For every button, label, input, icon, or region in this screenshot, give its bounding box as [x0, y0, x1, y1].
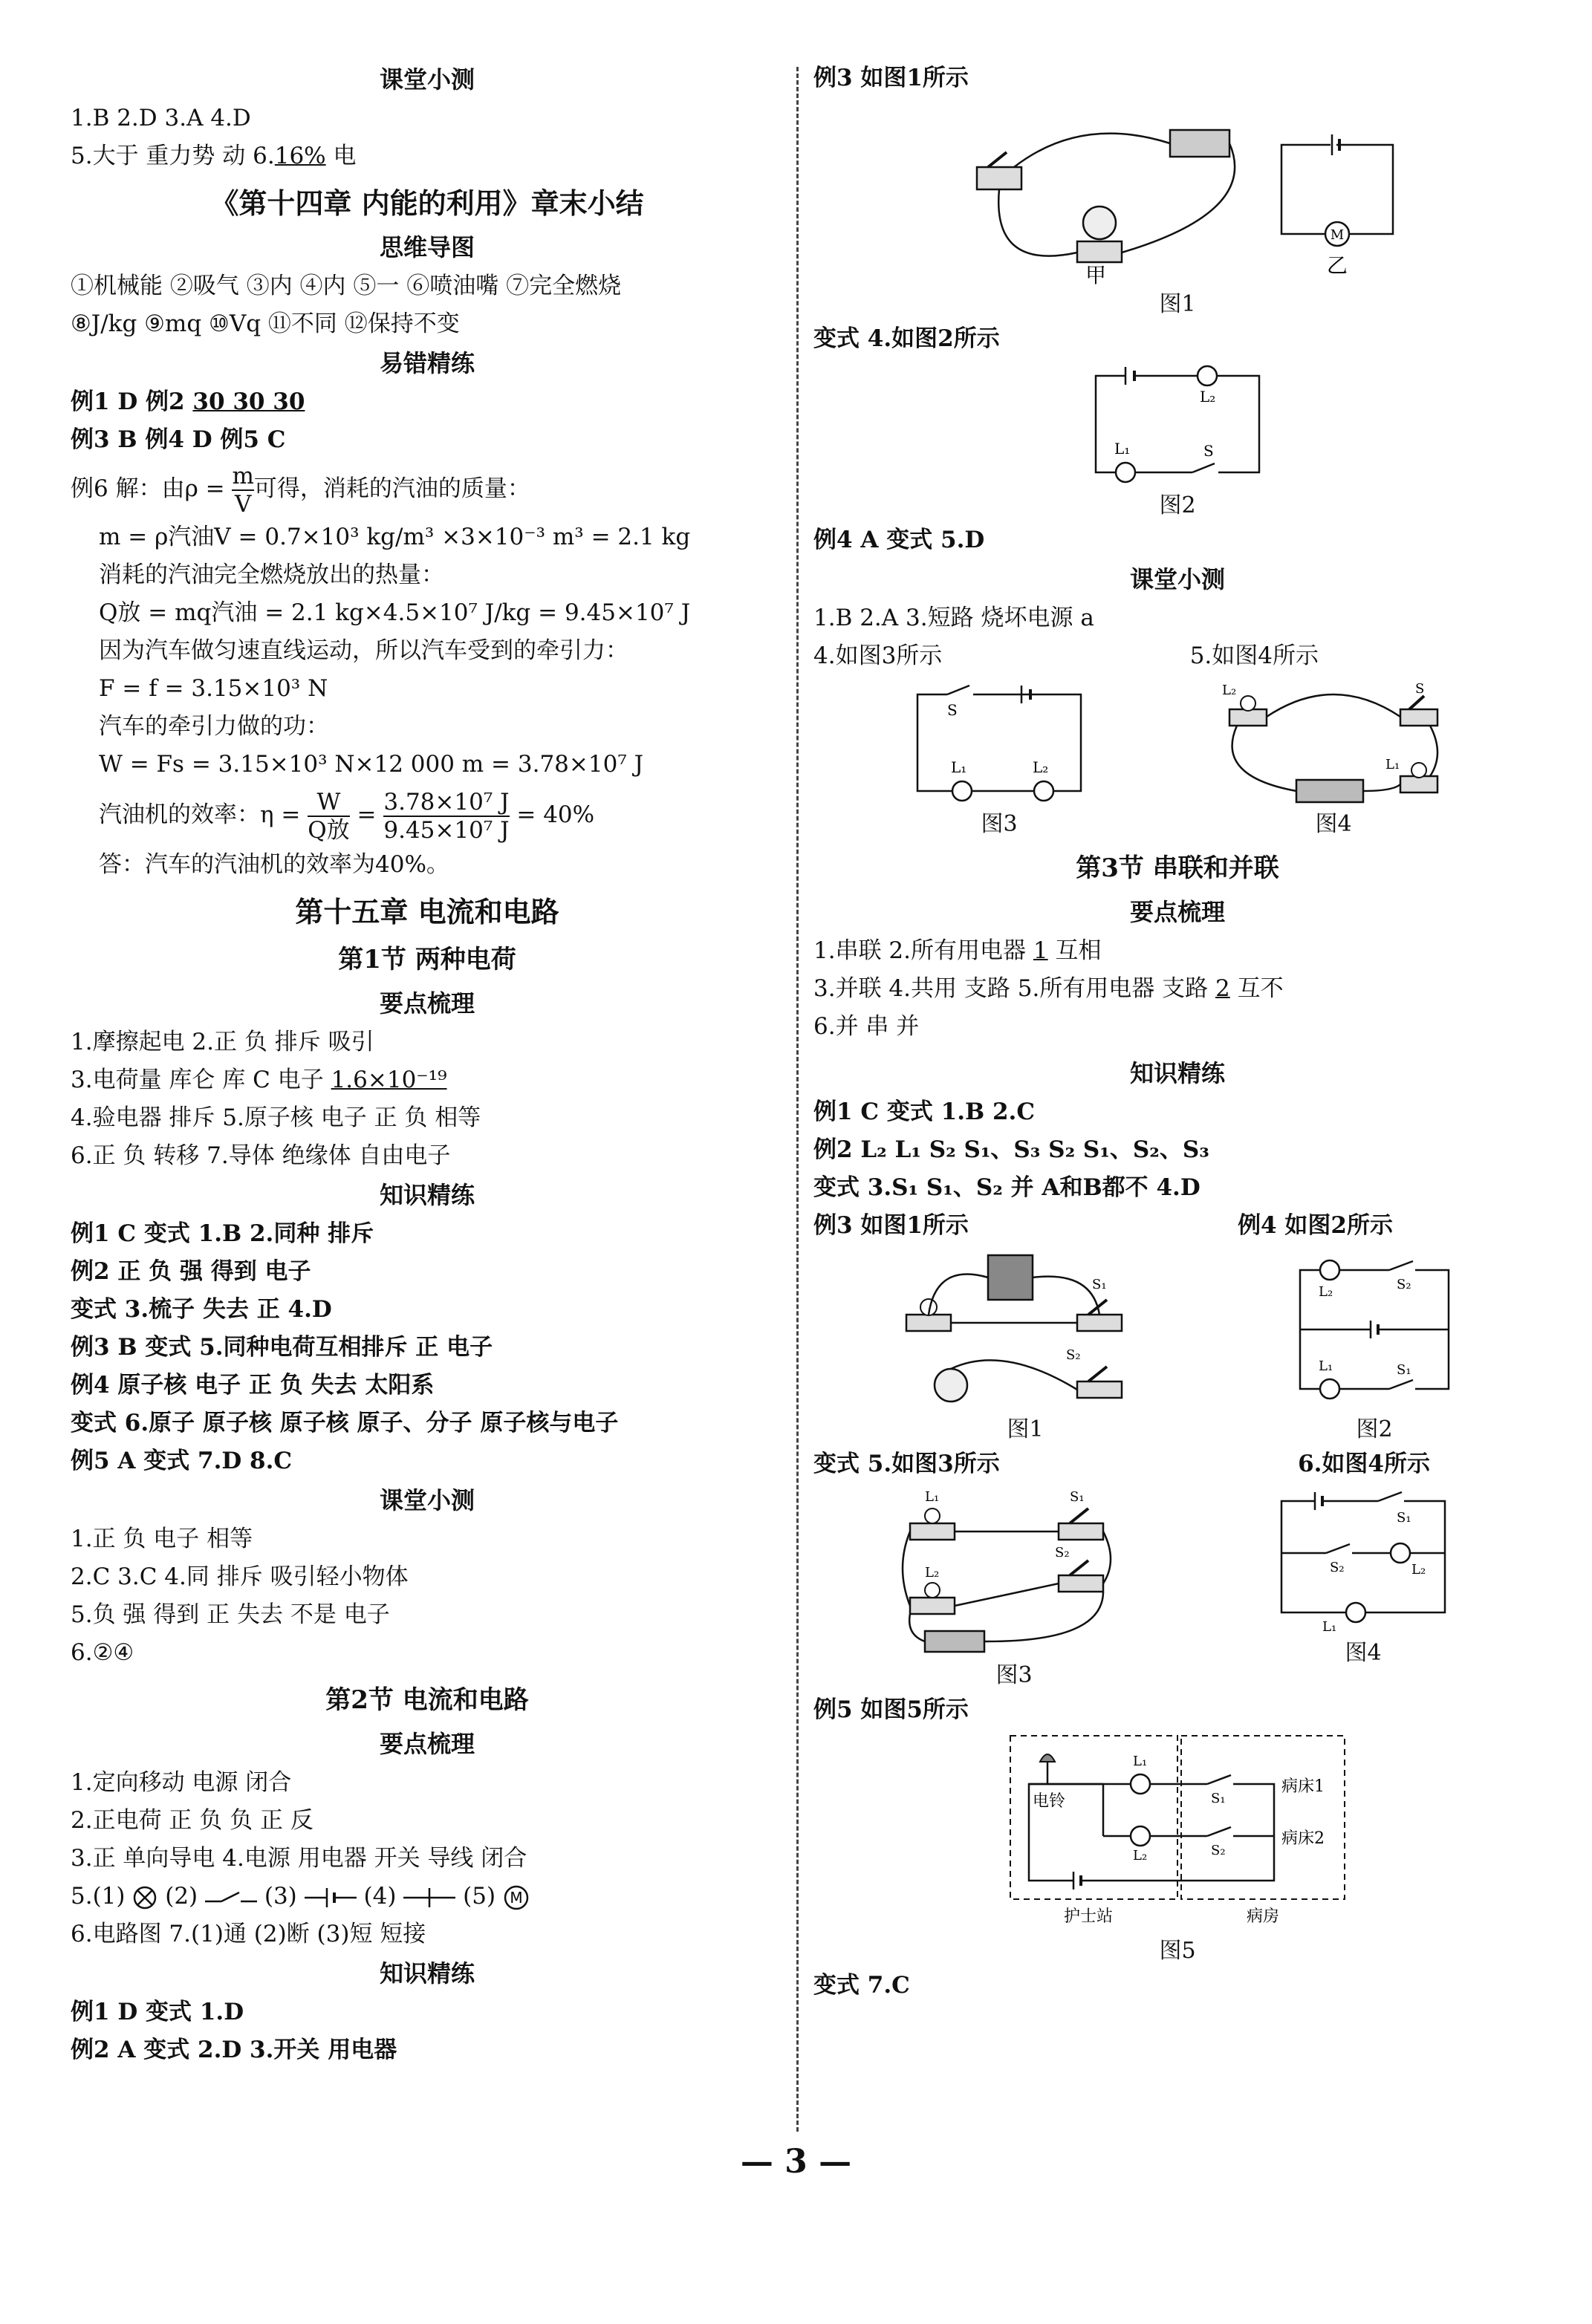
svg-text:S: S — [1203, 442, 1214, 460]
fraction: $\frac{\text{3.78×10⁷ J}}{\text{9.45×10⁷ J}}$ — [383, 788, 510, 844]
svg-text:M: M — [510, 1888, 523, 1907]
figure-4-circuit-drawing — [1215, 680, 1452, 806]
answer-line: 例2 L₂ L₁ S₂ S₁、S₃ S₂ S₁、S₂、S₃ — [813, 1136, 1209, 1163]
answer-line: 例1 C 变式 1.B 2.C — [813, 1098, 1036, 1125]
answer-line: 例2 A 变式 2.D 3.开关 用电器 — [71, 2037, 397, 2063]
svg-text:L₁: L₁ — [951, 758, 967, 776]
fig5-ward-label: 病房 — [1246, 1907, 1280, 1926]
svg-text:S: S — [1415, 681, 1425, 697]
answer-line: 1.正 负 电子 相等 — [71, 1526, 253, 1552]
fig5-bell-label: 电铃 — [1033, 1792, 1066, 1811]
efficiency-line: 汽油机的效率：η = $\frac{W}{\text{Q放}}$ = $\frac{\text{3.78×10⁷ J}}{\text{9.45×10⁷ J}}$ = 40% — [99, 788, 595, 844]
heading-siwei-daotu: 思维导图 — [379, 233, 475, 261]
svg-text:S₁: S₁ — [1070, 1489, 1085, 1505]
section-2-title: 第2节 电流和电路 — [325, 1685, 529, 1715]
figures-1-2-row — [813, 1245, 1541, 1445]
svg-text:L₁: L₁ — [1133, 1754, 1148, 1769]
answer-conclusion: 答：汽车的汽油机的效率为40%。 — [99, 851, 449, 878]
svg-text:L₁: L₁ — [1319, 1358, 1333, 1374]
fraction: $\frac{W}{\text{Q放}}$ — [308, 788, 350, 844]
answer-line: 例4 A 变式 5.D — [813, 527, 985, 553]
solution-line: 汽车的牵引力做的功： — [99, 713, 329, 740]
fig5-bed2-label: 病床2 — [1281, 1829, 1325, 1848]
figures-3-4b-row — [813, 1483, 1541, 1691]
svg-text:S₂: S₂ — [1066, 1347, 1081, 1363]
switch-symbol-icon — [205, 1887, 257, 1909]
answer-line: 变式 3.梳子 失去 正 4.D — [71, 1296, 332, 1323]
svg-text:L₂: L₂ — [1133, 1848, 1148, 1864]
example-6-line: 例6 解：由ρ = $\frac{m}{V}$ 可得，消耗的汽油的质量： — [71, 462, 530, 518]
svg-text:L₁: L₁ — [925, 1489, 940, 1505]
wire-junction-symbol-icon — [403, 1885, 455, 1910]
figure-caption: 图1 — [1159, 291, 1196, 317]
figure-1-circuit-drawing — [947, 100, 1408, 286]
svg-text:L₂: L₂ — [1200, 388, 1216, 406]
answer-line: 3.正 单向导电 4.电源 用电器 开关 导线 闭合 — [71, 1845, 527, 1872]
heading-zhishi-jinglian: 知识精练 — [379, 1181, 475, 1209]
answer-line: 3.电荷量 库仑 库 C 电子 1.6×10⁻¹⁹ — [71, 1067, 447, 1093]
figure-3-circuit-diagram — [903, 680, 1096, 806]
figure-caption: 图5 — [1159, 1938, 1196, 1964]
figure-caption: 图3 — [995, 1662, 1033, 1688]
figure-5-ward-call-circuit — [1007, 1732, 1348, 1933]
heading-ketang-xiaoce: 课堂小测 — [379, 65, 475, 94]
answer-line: 例1 C 变式 1.B 2.同种 排斥 — [71, 1220, 374, 1247]
answer-line: 1.串联 2.所有用电器 1 互相 — [813, 937, 1102, 964]
solution-line: F = f = 3.15×10³ N — [99, 675, 328, 702]
fig1-label-yi: 乙 — [1326, 253, 1348, 278]
chapter-14-summary-title: 《第十四章 内能的利用》章末小结 — [210, 186, 644, 220]
figure-4-parallel-diagram — [1267, 1486, 1460, 1635]
svg-text:S₂: S₂ — [1211, 1843, 1226, 1858]
section-3-title: 第3节 串联和并联 — [1076, 853, 1279, 883]
answer-line: 3.并联 4.共用 支路 5.所有用电器 支路 2 互不 — [813, 975, 1284, 1002]
answer-line: 4.如图3所示 5.如图4所示 — [813, 642, 1319, 669]
svg-text:S₂: S₂ — [1055, 1545, 1070, 1560]
figure-caption: 图2 — [1159, 492, 1196, 518]
fig5-bed1-label: 病床1 — [1281, 1777, 1325, 1796]
svg-text:S₁: S₁ — [1092, 1277, 1107, 1292]
answer-line: 6.电路图 7.(1)通 (2)断 (3)短 短接 — [71, 1921, 426, 1947]
answer-line: 1.定向移动 电源 闭合 — [71, 1769, 292, 1796]
svg-text:S₁: S₁ — [1211, 1791, 1226, 1806]
answer-line: 例5 A 变式 7.D 8.C — [71, 1448, 293, 1474]
answer-line: 变式 7.C — [813, 1972, 910, 1999]
column-divider — [796, 67, 799, 2132]
left-column — [71, 59, 784, 2069]
answer-line: 5.负 强 得到 正 失去 不是 电子 — [71, 1601, 390, 1628]
svg-text:S₂: S₂ — [1397, 1277, 1411, 1292]
answer-line: 4.验电器 排斥 5.原子核 电子 正 负 相等 — [71, 1104, 481, 1131]
lamp-symbol-icon — [132, 1885, 157, 1910]
figure-2-circuit-diagram — [1081, 361, 1274, 487]
heading-zhishi-jinglian: 知识精练 — [1129, 1059, 1225, 1087]
svg-text:L₂: L₂ — [1033, 758, 1049, 776]
svg-text:L₂: L₂ — [1411, 1562, 1426, 1578]
svg-text:S₂: S₂ — [1330, 1560, 1345, 1575]
answer-line: 2.C 3.C 4.同 排斥 吸引轻小物体 — [71, 1563, 409, 1590]
fig5-station-label: 护士站 — [1063, 1907, 1114, 1926]
figure-caption: 图4 — [1345, 1640, 1382, 1666]
answer-line: 变式 6.原子 原子核 原子核 原子、分子 原子核与电子 — [71, 1410, 619, 1436]
answer-line: 例4 原子核 电子 正 负 失去 太阳系 — [71, 1372, 435, 1399]
fig1-label-jia: 甲 — [1085, 263, 1107, 286]
answer-line: 1.B 2.D 3.A 4.D — [71, 105, 251, 131]
answer-line: 例5 如图5所示 — [813, 1696, 969, 1723]
answer-line: 例1 D 例2 30 30 30 — [71, 388, 305, 415]
figure-caption: 图1 — [1007, 1416, 1044, 1442]
svg-text:S: S — [947, 701, 958, 719]
answer-line: 6.正 负 转移 7.导体 绝缘体 自由电子 — [71, 1142, 451, 1169]
answer-line: 6.②④ — [71, 1639, 134, 1666]
figure-2-parallel-diagram — [1285, 1248, 1463, 1411]
answer-line: 变式 3.S₁ S₁、S₂ 并 A和B都不 4.D — [813, 1174, 1201, 1201]
svg-text:L₂: L₂ — [1222, 683, 1237, 698]
svg-text:L₁: L₁ — [1322, 1619, 1337, 1635]
page-number: — 3 — — [740, 2143, 852, 2181]
answer-line: ①机械能 ②吸气 ③内 ④内 ⑤一 ⑥喷油嘴 ⑦完全燃烧 — [71, 273, 622, 299]
svg-text:S₁: S₁ — [1397, 1510, 1411, 1526]
svg-text:L₂: L₂ — [925, 1565, 940, 1581]
svg-text:L₁: L₁ — [1114, 440, 1131, 458]
answer-line: 例3 B 变式 5.同种电荷互相排斥 正 电子 — [71, 1334, 493, 1361]
heading-yaodian-shuli: 要点梳理 — [379, 1730, 475, 1758]
figure-1-parallel-drawing — [891, 1248, 1159, 1411]
answer-line: 例2 正 负 强 得到 电子 — [71, 1258, 311, 1285]
heading-yaodian-shuli: 要点梳理 — [1129, 898, 1225, 926]
answer-line: 例1 D 变式 1.D — [71, 1999, 244, 2025]
answer-line: 5.大于 重力势 动 6.16% 电 — [71, 143, 357, 169]
answer-line: ⑧J/kg ⑨mq ⑩Vq ⑪不同 ⑫保持不变 — [71, 310, 460, 337]
solution-line: m = ρ汽油V = 0.7×10³ kg/m³ ×3×10⁻³ m³ = 2.1 kg — [99, 524, 691, 550]
fraction: $\frac{m}{V}$ — [232, 462, 254, 518]
svg-text:M: M — [1330, 227, 1345, 243]
answer-line: 变式 4.如图2所示 — [813, 325, 1000, 352]
heading-zhishi-jinglian: 知识精练 — [379, 1959, 475, 1988]
answer-line: 变式 5.如图3所示 6.如图4所示 — [813, 1451, 1430, 1477]
circuit-symbols-line: 5.(1) (2) (3) (4) (5) M — [71, 1878, 784, 1915]
heading-yaodian-shuli: 要点梳理 — [379, 989, 475, 1018]
answer-line: 例3 如图1所示 例4 如图2所示 — [813, 1212, 1393, 1239]
svg-text:L₂: L₂ — [1319, 1284, 1333, 1300]
chapter-15-title: 第十五章 电流和电路 — [295, 895, 559, 928]
answer-line: 1.B 2.A 3.短路 烧坏电源 a — [813, 605, 1094, 631]
figure-caption: 图3 — [981, 811, 1018, 837]
figure-3-parallel-drawing — [895, 1486, 1133, 1657]
answer-line: 例3 如图1所示 — [813, 65, 969, 91]
svg-text:L₁: L₁ — [1385, 757, 1400, 772]
answer-line: 2.正电荷 正 负 负 正 反 — [71, 1807, 313, 1834]
answer-line: 例3 B 例4 D 例5 C — [71, 426, 286, 453]
right-column — [813, 59, 1541, 2005]
heading-ketang-xiaoce: 课堂小测 — [1129, 565, 1225, 593]
battery-symbol-icon — [305, 1885, 357, 1910]
answer-line: 1.摩擦起电 2.正 负 排斥 吸引 — [71, 1029, 374, 1055]
answer-line: 6.并 串 并 — [813, 1013, 920, 1040]
heading-ketang-xiaoce: 课堂小测 — [379, 1486, 475, 1514]
section-1-title: 第1节 两种电荷 — [338, 945, 516, 974]
heading-yicuo-jinglian: 易错精练 — [379, 349, 475, 377]
svg-text:S₁: S₁ — [1397, 1362, 1411, 1378]
solution-line: W = Fs = 3.15×10³ N×12 000 m = 3.78×10⁷ J — [99, 751, 644, 778]
solution-line: Q放 = mq汽油 = 2.1 kg×4.5×10⁷ J/kg = 9.45×10⁷ J — [99, 599, 691, 626]
solution-line: 因为汽车做匀速直线运动，所以汽车受到的牵引力： — [99, 637, 628, 664]
figures-3-4-row — [813, 675, 1541, 840]
motor-symbol-icon — [503, 1884, 530, 1911]
figure-caption: 图4 — [1315, 811, 1352, 837]
solution-line: 消耗的汽油完全燃烧放出的热量： — [99, 562, 444, 588]
figure-caption: 图2 — [1356, 1416, 1393, 1442]
